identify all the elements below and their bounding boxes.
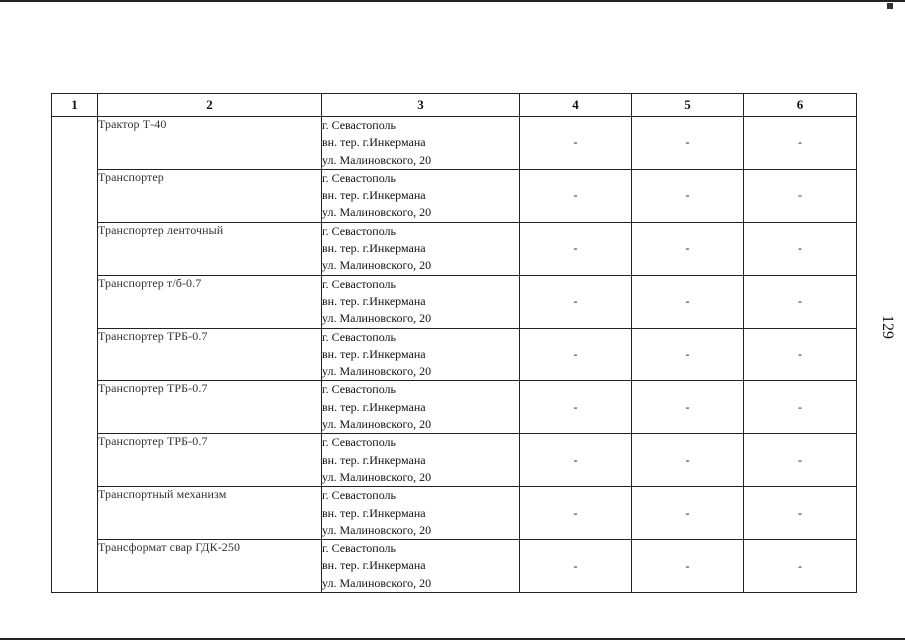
row-index-cell [52, 381, 98, 434]
address-line: г. Севастополь [322, 276, 397, 291]
address-line: вн. тер. г.Инкермана [322, 293, 426, 308]
col4-value-cell: - [520, 381, 632, 434]
item-name-cell: Транспортер ТРБ-0.7 [98, 328, 322, 381]
scan-corner-mark [887, 3, 893, 9]
item-name-cell: Транспортный механизм [98, 487, 322, 540]
col6-value-cell: - [744, 328, 857, 381]
item-name-cell: Трансформат свар ГДК-250 [98, 540, 322, 593]
table-row [52, 540, 857, 593]
table-row [52, 487, 857, 540]
row-index-cell [52, 222, 98, 275]
address-line: вн. тер. г.Инкермана [322, 346, 426, 361]
column-header-1: 1 [52, 94, 98, 117]
col4-value-cell: - [520, 540, 632, 593]
address-cell [322, 434, 520, 487]
column-header-5: 5 [632, 94, 744, 117]
col4-value-cell: - [520, 169, 632, 222]
address-line: ул. Малиновского, 20 [322, 152, 432, 167]
address-cell [322, 487, 520, 540]
address-line: г. Севастополь [322, 488, 397, 503]
address-cell [322, 540, 520, 593]
col6-value-cell: - [744, 540, 857, 593]
row-index-cell [52, 117, 98, 170]
address-line: г. Севастополь [322, 382, 397, 397]
address-line: г. Севастополь [322, 118, 397, 132]
address-line: ул. Малиновского, 20 [322, 258, 432, 273]
address-cell [322, 328, 520, 381]
table-row [52, 328, 857, 381]
table-row [52, 222, 857, 275]
address-line: вн. тер. г.Инкермана [322, 241, 426, 256]
col5-value-cell: - [632, 434, 744, 487]
column-header-2: 2 [98, 94, 322, 117]
address-cell [322, 117, 520, 170]
col5-value-cell: - [632, 222, 744, 275]
col5-value-cell: - [632, 169, 744, 222]
address-line: ул. Малиновского, 20 [322, 311, 432, 326]
column-header-6: 6 [744, 94, 857, 117]
address-line: вн. тер. г.Инкермана [322, 135, 426, 150]
table-row [52, 275, 857, 328]
col5-value-cell: - [632, 117, 744, 170]
table-row [52, 169, 857, 222]
address-line: вн. тер. г.Инкермана [322, 399, 426, 414]
asset-table [51, 93, 857, 593]
row-index-cell [52, 487, 98, 540]
address-line: г. Севастополь [322, 329, 397, 344]
col6-value-cell: - [744, 487, 857, 540]
address-line: ул. Малиновского, 20 [322, 205, 432, 220]
row-index-cell [52, 328, 98, 381]
address-line: ул. Малиновского, 20 [322, 469, 432, 484]
col6-value-cell: - [744, 434, 857, 487]
address-line: г. Севастополь [322, 541, 397, 556]
address-line: вн. тер. г.Инкермана [322, 452, 426, 467]
address-cell [322, 222, 520, 275]
table-row [52, 381, 857, 434]
col6-value-cell: - [744, 275, 857, 328]
item-name-cell: Транспортер [98, 169, 322, 222]
page-top-edge [0, 0, 905, 2]
column-header-4: 4 [520, 94, 632, 117]
address-line: вн. тер. г.Инкермана [322, 505, 426, 520]
address-line: г. Севастополь [322, 223, 397, 238]
col4-value-cell: - [520, 275, 632, 328]
address-line: ул. Малиновского, 20 [322, 364, 432, 379]
page-number: 129 [879, 315, 896, 339]
col6-value-cell: - [744, 169, 857, 222]
col4-value-cell: - [520, 487, 632, 540]
address-line: ул. Малиновского, 20 [322, 417, 432, 432]
row-index-cell [52, 540, 98, 593]
col5-value-cell: - [632, 328, 744, 381]
table-header-row [52, 94, 857, 117]
address-line: ул. Малиновского, 20 [322, 575, 432, 590]
column-header-3: 3 [322, 94, 520, 117]
item-name-cell: Транспортер ТРБ-0.7 [98, 434, 322, 487]
address-cell [322, 381, 520, 434]
col5-value-cell: - [632, 381, 744, 434]
row-index-cell [52, 434, 98, 487]
item-name-cell: Транспортер т/б-0.7 [98, 275, 322, 328]
col5-value-cell: - [632, 540, 744, 593]
item-name-cell: Транспортер ТРБ-0.7 [98, 381, 322, 434]
col4-value-cell: - [520, 117, 632, 170]
address-line: г. Севастополь [322, 435, 397, 450]
col6-value-cell: - [744, 222, 857, 275]
col5-value-cell: - [632, 487, 744, 540]
address-line: вн. тер. г.Инкермана [322, 558, 426, 573]
address-line: вн. тер. г.Инкермана [322, 188, 426, 203]
col4-value-cell: - [520, 328, 632, 381]
row-index-cell [52, 169, 98, 222]
col6-value-cell: - [744, 117, 857, 170]
row-index-cell [52, 275, 98, 328]
table-row [52, 117, 857, 170]
col4-value-cell: - [520, 434, 632, 487]
address-line: ул. Малиновского, 20 [322, 522, 432, 537]
item-name-cell: Транспортер ленточный [98, 222, 322, 275]
address-line: г. Севастополь [322, 170, 397, 185]
col6-value-cell: - [744, 381, 857, 434]
address-cell [322, 275, 520, 328]
address-cell [322, 169, 520, 222]
col5-value-cell: - [632, 275, 744, 328]
table-row [52, 434, 857, 487]
item-name-cell: Трактор Т-40 [98, 117, 322, 170]
col4-value-cell: - [520, 222, 632, 275]
